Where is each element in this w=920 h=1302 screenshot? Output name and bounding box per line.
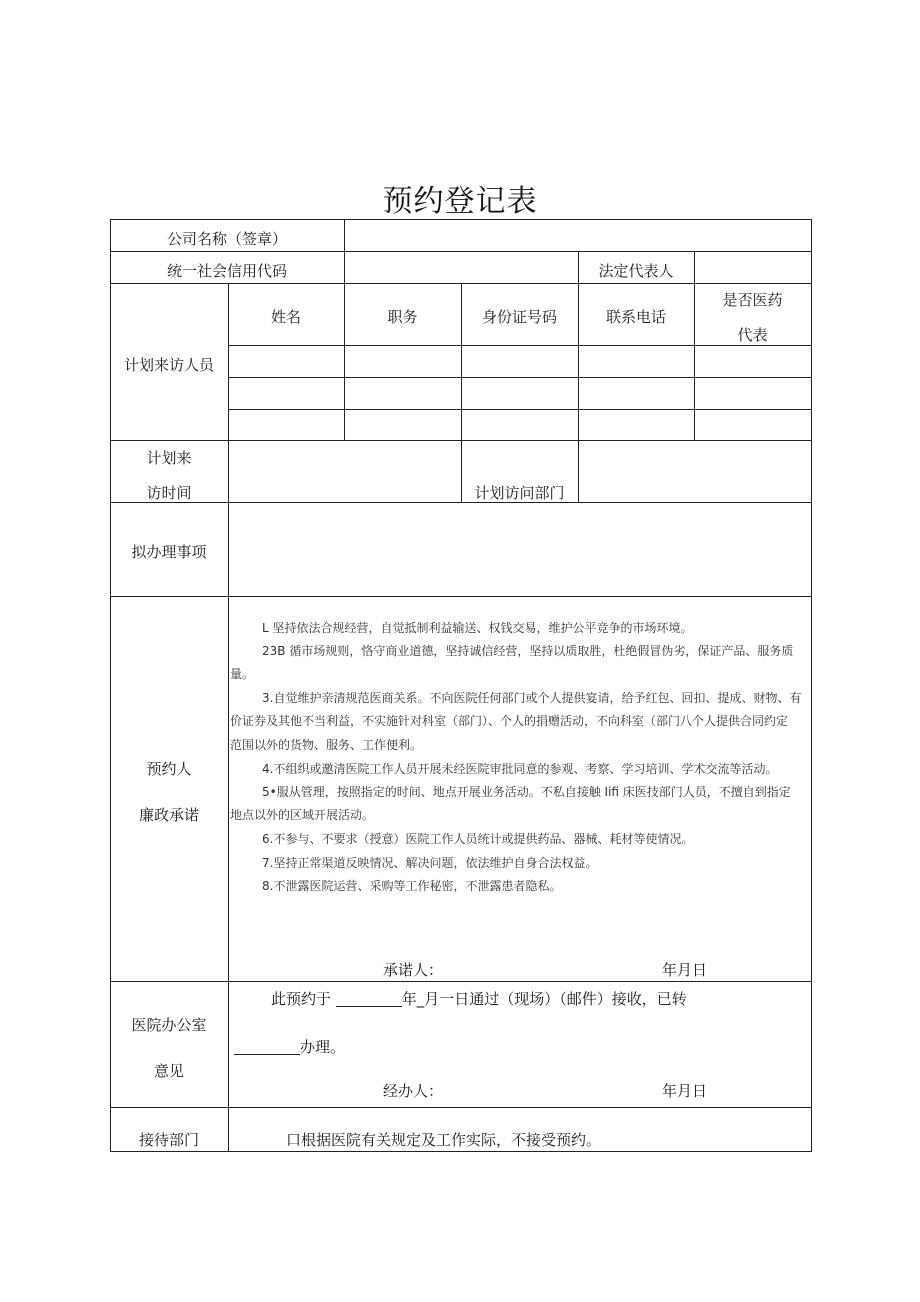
- credit-code-label: 统一社会信用代码: [166, 262, 287, 280]
- company-name-label: 公司名称（签章）: [166, 230, 287, 248]
- pledge-label-line2: 廉政承诺: [138, 806, 199, 824]
- office-label-line2: 意见: [153, 1062, 184, 1080]
- col-id-header: 身份证号码: [481, 308, 557, 326]
- visitor-1-pharma-rep-cell[interactable]: [696, 347, 810, 376]
- office-transfer-blank[interactable]: [234, 1038, 300, 1055]
- rule: [344, 219, 345, 440]
- rule: [110, 219, 812, 220]
- pledge-date-label: 年月日: [662, 961, 708, 979]
- rule: [228, 345, 812, 346]
- pledge-clause-1: L 坚持依法合规经营，自觉抵制利益输送、权钱交易，维护公平竞争的市场环境。: [262, 621, 693, 635]
- visitor-3-phone-cell[interactable]: [580, 411, 693, 439]
- col-pharma-rep-header-line1: 是否医药: [722, 291, 783, 309]
- pledge-clause-3-cont1: 价证券及其他不当利益，不实施针对科室（部门）、个人的捐赠活动，不向科室（部门八个人提供合同约定: [230, 714, 789, 728]
- reception-label: 接待部门: [138, 1131, 199, 1149]
- visit-dept-label: 计划访问部门: [474, 484, 565, 502]
- company-name-field[interactable]: [346, 221, 810, 250]
- office-text-a: 此预约于: [271, 990, 332, 1008]
- office-text-b: 年_月一日通过（现场）（邮件）接收，已转: [401, 990, 687, 1008]
- pledge-clause-8: 8.不泄露医院运营、采购等工作秘密，不泄露患者隐私。: [262, 879, 562, 893]
- pledge-clause-5: 5•服从管理，按照指定的时间、地点开展业务活动。不私自接触 Iifi 床医技部门人员，不擅自到指定: [262, 785, 791, 799]
- office-date-blank[interactable]: [336, 990, 402, 1007]
- visit-dept-field[interactable]: [580, 442, 810, 501]
- rule: [110, 596, 812, 597]
- pledge-clause-2: 23B 循市场规则，恪守商业道德，坚持诚信经营，坚持以质取胜，杜绝假冒伪劣，保证产品、服务质: [262, 644, 794, 658]
- visitors-label: 计划来访人员: [123, 356, 214, 374]
- rule: [110, 1107, 812, 1108]
- pledge-clause-3: 3.自觉维护亲清规范医商关系。不向医院任何部门或个人提供宴请，给予红包、回扣、提成、财物、有: [262, 691, 802, 705]
- office-label-line1: 医院办公室: [131, 1016, 207, 1034]
- visit-time-field[interactable]: [230, 442, 460, 501]
- pledge-clause-3-cont2: 范围以外的货物、服务、工作便利。: [230, 738, 423, 752]
- credit-code-field[interactable]: [346, 253, 577, 282]
- visitor-2-pharma-rep-cell[interactable]: [696, 379, 810, 408]
- office-opinion-line1: [271, 988, 687, 1009]
- visitor-3-pharma-rep-cell[interactable]: [696, 411, 810, 439]
- office-text-c: 办理。: [300, 1038, 346, 1056]
- matters-label: 拟办理事项: [131, 543, 207, 561]
- matters-field[interactable]: [230, 504, 810, 595]
- visitor-1-id-cell[interactable]: [463, 347, 577, 376]
- rule: [228, 377, 812, 378]
- col-phone-header: 联系电话: [605, 308, 666, 326]
- rule: [694, 251, 695, 283]
- pledge-clause-7: 7.坚持正常渠道反映情况、解决问题，依法维护自身合法权益。: [262, 856, 598, 870]
- visitor-2-name-cell[interactable]: [230, 379, 343, 408]
- pledge-clause-6: 6.不参与、不要求（授意）医院工作人员统计或提供药品、器械、耗材等使情况。: [262, 832, 694, 846]
- col-position-header: 职务: [387, 308, 418, 326]
- pledge-signer-label: 承诺人：: [383, 961, 444, 979]
- visitor-1-position-cell[interactable]: [346, 347, 460, 376]
- legal-rep-field[interactable]: [696, 253, 810, 282]
- rule: [228, 283, 229, 1152]
- visitor-2-phone-cell[interactable]: [580, 379, 693, 408]
- rule: [110, 1151, 812, 1152]
- visitor-2-position-cell[interactable]: [346, 379, 460, 408]
- visitor-3-id-cell[interactable]: [463, 411, 577, 439]
- rule: [110, 981, 812, 982]
- rule: [110, 251, 812, 252]
- visit-time-label-line1: 计划来: [146, 449, 192, 467]
- reception-decline-option[interactable]: 口根据医院有关规定及工作实际，不接受预约。: [286, 1131, 602, 1149]
- visitor-3-position-cell[interactable]: [346, 411, 460, 439]
- legal-rep-label: 法定代表人: [598, 262, 674, 280]
- rule: [811, 219, 812, 1152]
- visitor-1-phone-cell[interactable]: [580, 347, 693, 376]
- pledge-clause-2-cont: 量。: [230, 667, 255, 681]
- office-opinion-line2: [234, 1036, 345, 1057]
- page-title: 预约登记表: [382, 184, 538, 219]
- visitor-3-name-cell[interactable]: [230, 411, 343, 439]
- visitor-2-id-cell[interactable]: [463, 379, 577, 408]
- rule: [228, 409, 812, 410]
- office-handler-label: 经办人：: [383, 1082, 444, 1100]
- office-date-label: 年月日: [662, 1082, 708, 1100]
- col-name-header: 姓名: [270, 308, 301, 326]
- pledge-clause-4: 4.不组织或邀清医院工作人员开展未经医院审批同意的参观、考察、学习培训、学术交流等活动。: [262, 762, 778, 776]
- visit-time-label-line2: 访时间: [146, 484, 192, 502]
- pledge-label-line1: 预约人: [146, 760, 192, 778]
- visitor-1-name-cell[interactable]: [230, 347, 343, 376]
- col-pharma-rep-header-line2: 代表: [737, 326, 768, 344]
- pledge-clause-5-cont: 地点以外的区域开展活动。: [230, 808, 375, 822]
